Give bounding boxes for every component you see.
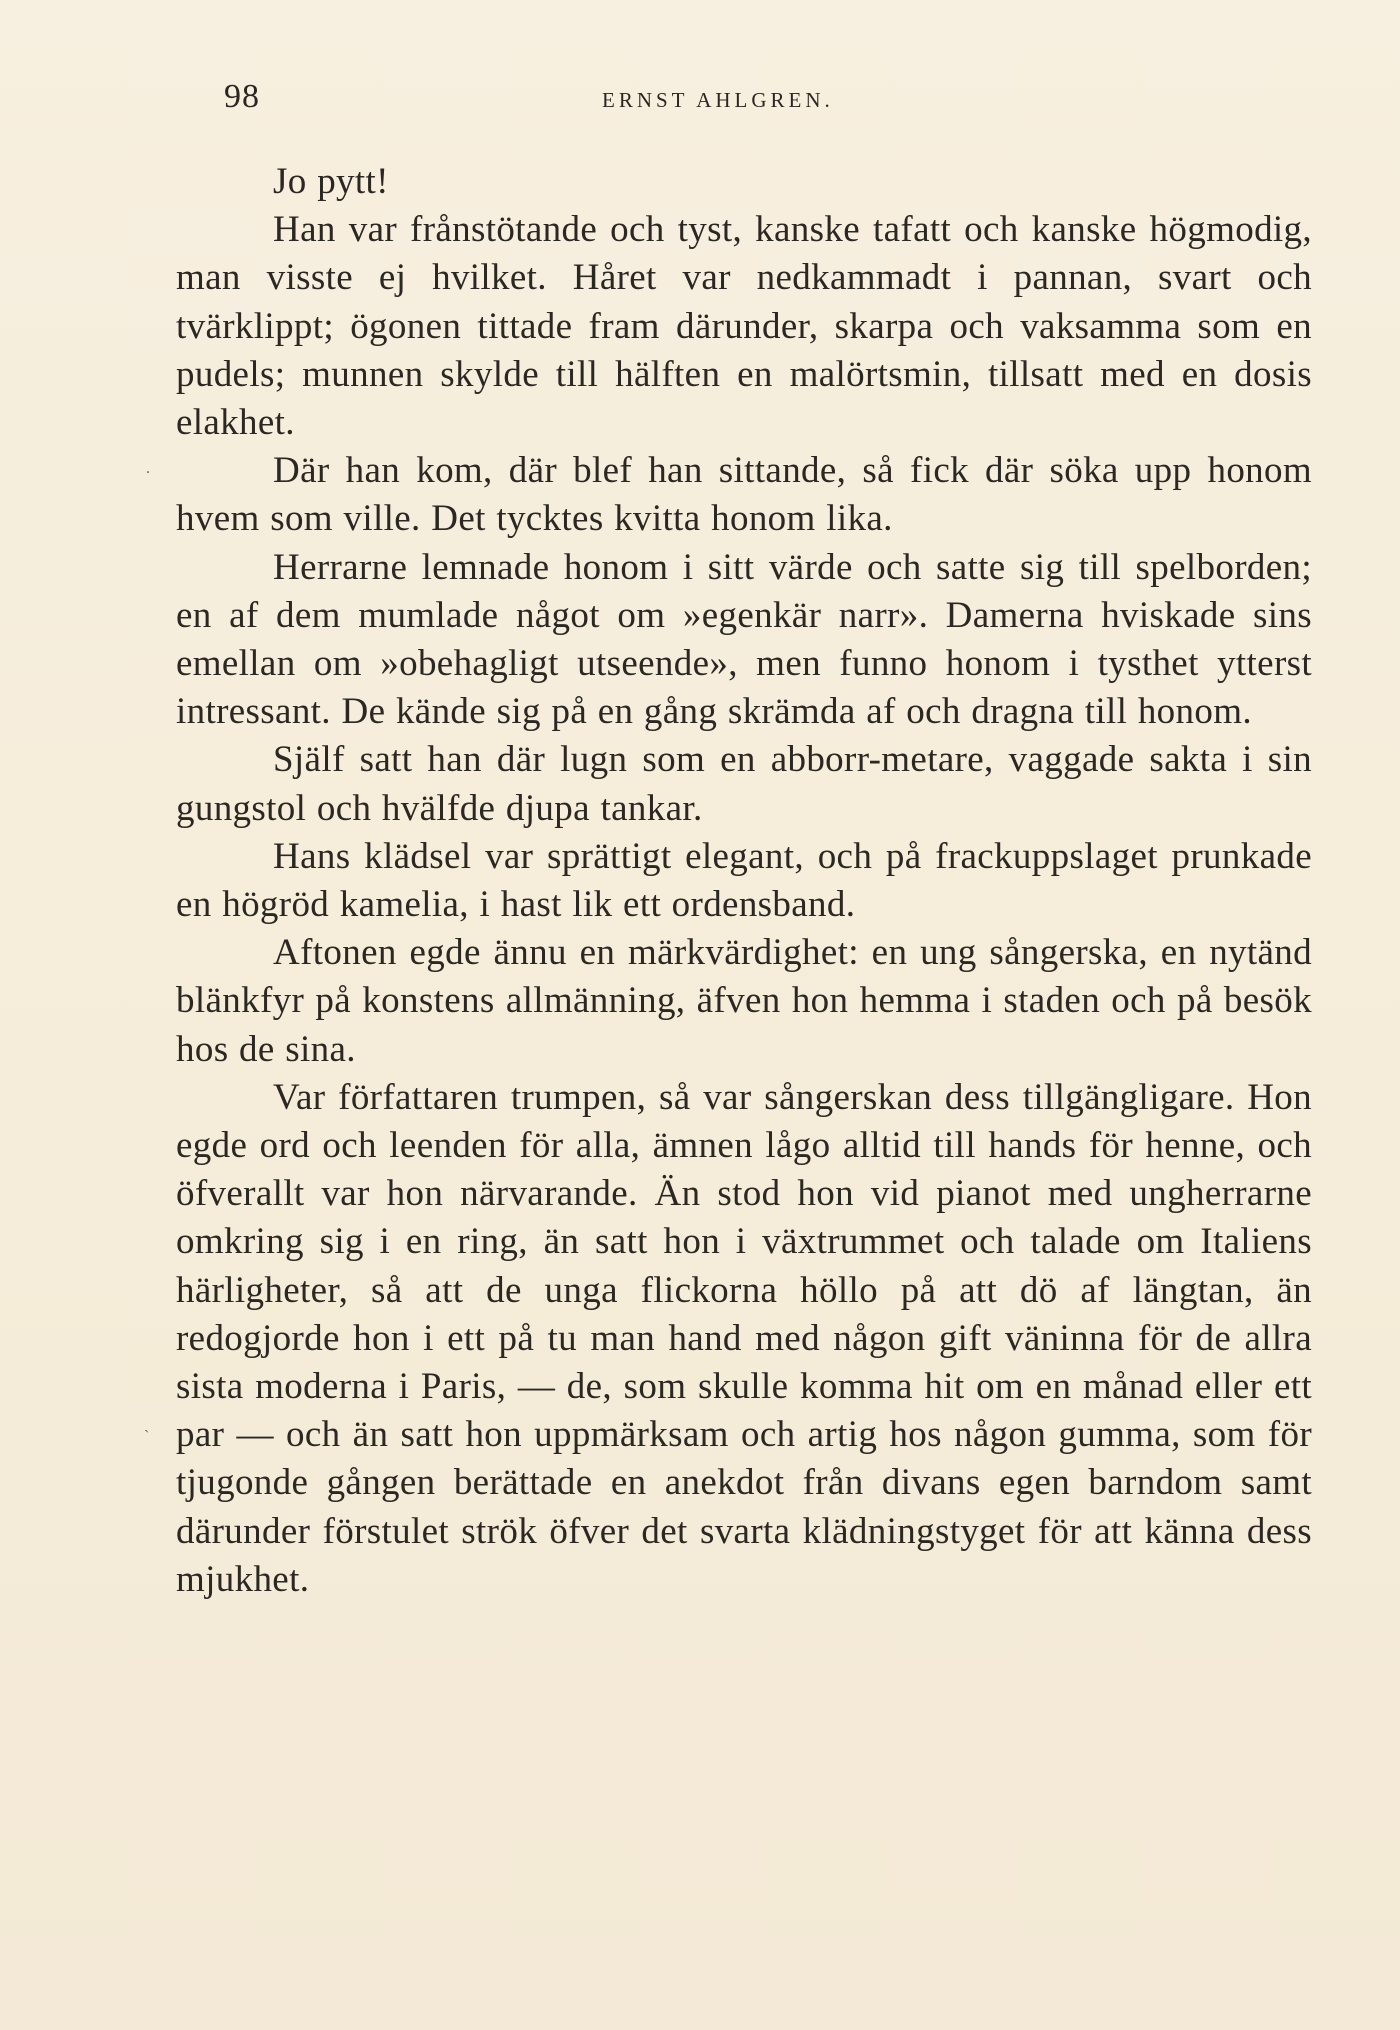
paragraph: Var författaren trumpen, så var sångerskan dess tillgängligare. Hon egde ord och leenden för alla, ämnen lågo alltid till hands för henne, och öfverallt var hon närvarande. Än stod hon vid pianot med ungherrarne omkring sig i en ring, än satt hon i växtrummet och talade om Italiens härligheter, så att de unga flickorna höllo på att dö af längtan, än redogjorde hon i ett på tu man hand med någon gift väninna för de allra sista moderna i Paris, — de, som skulle komma hit om en månad eller ett par — och än satt hon uppmärksam och artig hos någon gumma, som för tjugonde gången berättade en anekdot från divans egen barndom samt därunder förstulet strök öfver det svarta klädningstyget för att känna dess mjukhet. [176, 1076, 1312, 1600]
paragraph: Jo pytt! [273, 161, 389, 202]
margin-mark: ` [144, 1428, 150, 1445]
paragraph: Hans klädsel var sprättigt elegant, och på frackuppslaget prunkade en högröd kamelia, i hast lik ett ordensband. [176, 835, 1312, 926]
paragraph: Han var frånstötande och tyst, kanske tafatt och kanske högmodig, man visste ej hvilket. Håret var nedkammadt i pannan, svart och tvärklippt; ögonen tittade fram därunder, skarpa och vaksamma som en pudels; munnen skylde till hälften en malörtsmin, tillsatt med en dosis elakhet. [176, 209, 1312, 444]
paragraph: Där han kom, där blef han sittande, så fick där söka upp honom hvem som ville. Det tycktes kvitta honom lika. [176, 450, 1312, 540]
running-head: ERNST AHLGREN. [602, 88, 834, 112]
paragraph: Själf satt han där lugn som en abborr-metare, vaggade sakta i sin gungstol och hvälfde djupa tankar. [176, 739, 1312, 829]
body-text [176, 158, 1312, 1604]
paragraph: Herrarne lemnade honom i sitt värde och satte sig till spelborden; en af dem mumlade något om »egenkär narr». Damerna hviskade sins emellan om »obehagligt utseende», men funno honom i tysthet ytterst intressant. De kände sig på en gång skrämda af och dragna till honom. [176, 546, 1312, 733]
margin-mark: . [146, 460, 150, 477]
page-header [224, 78, 1224, 128]
paragraph: Aftonen egde ännu en märkvärdighet: en ung sångerska, en nytänd blänkfyr på konstens allmänning, äfven hon hemma i staden och på besök hos de sina. [176, 932, 1312, 1070]
page-number: 98 [224, 78, 260, 115]
